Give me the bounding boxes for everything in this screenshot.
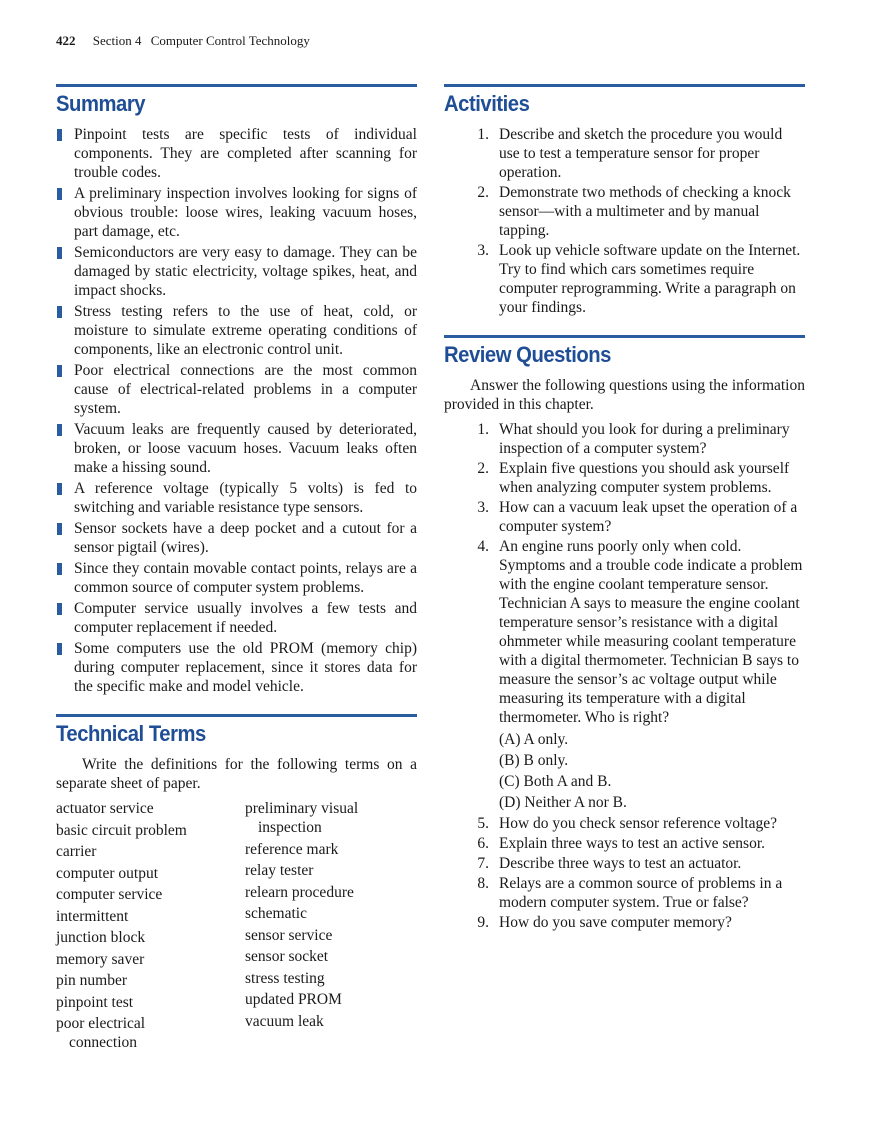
answer-options — [499, 730, 805, 812]
summary-item: A reference voltage (typically 5 volts) is fed to switching and variable resistance type sensors. — [56, 479, 417, 517]
bullet-marker — [57, 188, 62, 200]
term: vacuum leak — [245, 1012, 324, 1030]
question-item: 2. Explain five questions you should ask yourself when analyzing computer system problems. — [477, 460, 790, 496]
term: reference mark — [245, 840, 339, 858]
question-item: 4. An engine runs poorly only when cold. Symptoms and a trouble code indicate a problem with the engine coolant temperature sensor. Technician A says to measure the engine coolant temperature sensor’s resistance with a digital ohmmeter while measuring coolant temperature with a digital thermometer. Technician B says to measure the sensor’s ac voltage output while measuring its temperature with a digital thermometer. Who is right? (A) A only. (B) B only. (C) Both A and B. (D) Neither A nor B. — [444, 537, 805, 812]
bullet-marker — [57, 643, 62, 655]
summary-item: Computer service usually involves a few tests and computer replacement if needed. — [56, 599, 417, 637]
question-item: 5. How do you check sensor reference voltage? — [477, 815, 778, 832]
term: schematic — [245, 905, 307, 922]
term: computer service — [56, 886, 163, 903]
bullet-marker — [57, 603, 62, 615]
activities-list — [444, 125, 805, 317]
technical-terms-intro: Write the definitions for the following terms on a separate sheet of paper. — [56, 756, 417, 792]
bullet-marker — [57, 563, 62, 575]
review-questions-intro: Answer the following questions using the information provided in this chapter. — [444, 377, 805, 413]
term: computer output — [56, 864, 159, 882]
term: sensor socket — [245, 948, 329, 965]
technical-terms-section — [56, 714, 417, 1055]
summary-heading: Summary — [56, 91, 146, 116]
activities-section — [444, 84, 805, 317]
bullet-marker — [57, 247, 62, 259]
terms-column-1 — [56, 799, 245, 1055]
answer-option: (B) B only. — [499, 752, 569, 769]
term: carrier — [56, 843, 97, 860]
left-column — [56, 84, 417, 1055]
bullet-marker — [57, 523, 62, 535]
summary-item: Semiconductors are very easy to damage. They can be damaged by static electricity, voltage spikes, heat, and impact shocks. — [56, 243, 417, 300]
review-questions-section — [444, 335, 805, 932]
term: poor electrical connection — [56, 1015, 146, 1051]
term: relay tester — [245, 862, 314, 879]
activity-item: 2. Demonstrate two methods of checking a knock sensor—with a multimeter and by manual tapping. — [477, 184, 791, 239]
summary-list — [56, 125, 417, 696]
bullet-marker — [57, 483, 62, 495]
bullet-marker — [57, 129, 62, 141]
summary-section — [56, 84, 417, 696]
running-head — [56, 33, 310, 49]
right-column — [444, 84, 805, 933]
term: memory saver — [56, 950, 145, 968]
terms-list — [56, 799, 417, 1055]
term: updated PROM — [245, 991, 342, 1008]
term: sensor service — [245, 926, 333, 944]
answer-option: (C) Both A and B. — [499, 773, 612, 790]
section-label: Section 4 — [92, 33, 142, 48]
question-item: 7. Describe three ways to test an actuator. — [477, 855, 742, 872]
question-item: 8. Relays are a common source of problems in a modern computer system. True or false? — [477, 875, 783, 911]
term: basic circuit problem — [56, 821, 187, 839]
question-item: 6. Explain three ways to test an active sensor. — [477, 835, 766, 852]
term: actuator service — [56, 800, 154, 817]
summary-item: Some computers use the old PROM (memory chip) during computer replacement, since it stores data for the specific make and model vehicle. — [56, 639, 417, 696]
answer-option: (D) Neither A nor B. — [499, 794, 627, 811]
technical-terms-heading: Technical Terms — [56, 721, 206, 746]
section-title: Computer Control Technology — [150, 33, 310, 48]
question-item: 1. What should you look for during a preliminary inspection of a computer system? — [477, 421, 790, 457]
activity-item: 3. Look up vehicle software update on the Internet. Try to find which cars sometimes require computer reprogramming. Write a paragraph on your findings. — [477, 242, 801, 316]
summary-item: A preliminary inspection involves looking for signs of obvious trouble: loose wires, leaking vacuum hoses, part damage, etc. — [56, 184, 417, 241]
term: pin number — [56, 972, 128, 989]
bullet-marker — [57, 306, 62, 318]
summary-item: Vacuum leaks are frequently caused by deteriorated, broken, or loose vacuum hoses. Vacuum leaks often make a hissing sound. — [56, 420, 417, 477]
summary-item: Poor electrical connections are the most common cause of electrical-related problems in a computer system. — [56, 361, 417, 418]
review-questions-list — [444, 420, 805, 932]
page-number: 422 — [56, 33, 76, 48]
term: pinpoint test — [56, 993, 134, 1011]
question-item: 3. How can a vacuum leak upset the operation of a computer system? — [477, 499, 798, 535]
term: stress testing — [245, 969, 325, 987]
summary-item: Pinpoint tests are specific tests of individual components. They are completed after scanning for trouble codes. — [56, 125, 417, 182]
summary-item: Sensor sockets have a deep pocket and a cutout for a sensor pigtail (wires). — [56, 519, 417, 557]
activity-item: 1. Describe and sketch the procedure you would use to test a temperature sensor for proper operation. — [477, 126, 783, 181]
terms-column-2 — [245, 799, 398, 1055]
term: relearn procedure — [245, 883, 354, 901]
summary-item: Since they contain movable contact points, relays are a common source of computer system problems. — [56, 559, 417, 597]
review-questions-heading: Review Questions — [444, 342, 611, 367]
summary-item: Stress testing refers to the use of heat, cold, or moisture to simulate extreme operating conditions of components, like an electronic control unit. — [56, 302, 417, 359]
term: intermittent — [56, 907, 129, 925]
answer-option: (A) A only. — [499, 731, 569, 748]
term: junction block — [56, 929, 146, 946]
question-item: 9. How do you save computer memory? — [477, 914, 732, 931]
bullet-marker — [57, 365, 62, 377]
term: preliminary visual inspection — [245, 800, 359, 836]
bullet-marker — [57, 424, 62, 436]
activities-heading: Activities — [444, 91, 530, 116]
